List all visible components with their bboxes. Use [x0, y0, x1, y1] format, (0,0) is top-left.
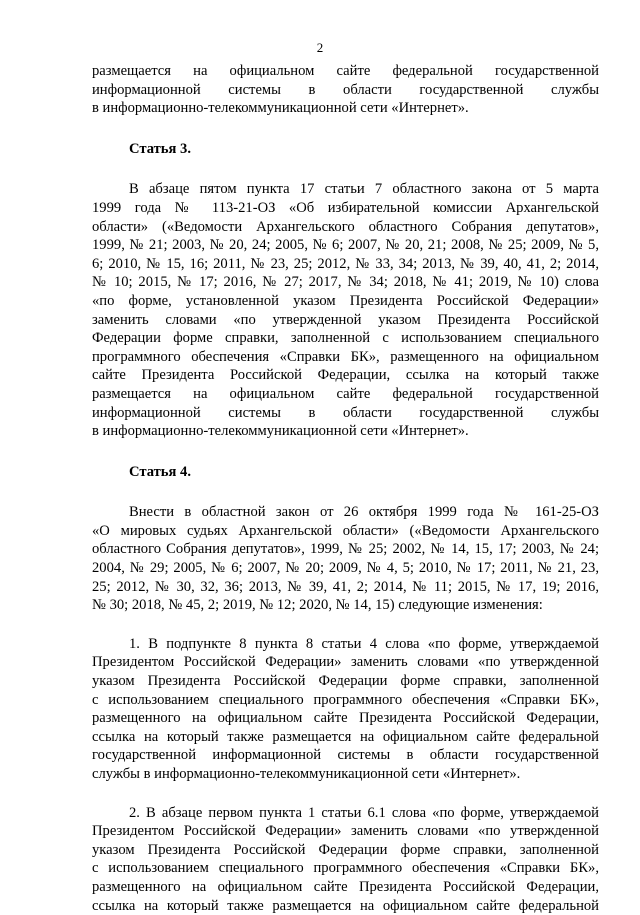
text-line: указом Президента Российской Федерации форме справки, заполненной [92, 673, 599, 690]
intro-paragraph [92, 62, 599, 118]
text-line: в информационно-телекоммуникационной сети «Интернет». [92, 423, 469, 440]
text-line: информационной системы в области государственной службы [92, 404, 599, 421]
article-4-heading: Статья 4. [129, 463, 191, 480]
text-line: размещается на официальном сайте федеральной государственной [92, 63, 599, 79]
article-3-paragraph [92, 180, 599, 440]
text-line: 1. В подпункте 8 пункта 8 статьи 4 слова «по форме, утверждаемой [129, 635, 599, 652]
text-line: указом Президента Российской Федерации форме справки, заполненной [92, 841, 599, 858]
text-line: областного Собрания депутатов», 1999, № 25; 2002, № 14, 15, 17; 2003, № 24; [92, 541, 599, 558]
article-4-intro-paragraph [92, 503, 599, 615]
text-line: с использованием специального программного обеспечения «Справки БК», [92, 691, 599, 708]
text-line: государственной информационной системы в области государственной [92, 747, 599, 764]
text-line: сайте Президента Российской Федерации, ссылка на который также [92, 367, 599, 384]
text-line: Президентом Российской Федерации» заменить словами «по утвержденной [92, 654, 599, 671]
article-4-item-1 [92, 635, 599, 784]
text-line: размещается на официальном сайте федеральной государственной [92, 385, 599, 402]
text-line: «по форме, установленной указом Президента Российской Федерации» [92, 292, 599, 309]
text-line: ссылка на который также размещается на официальном сайте федеральной [92, 728, 599, 745]
text-line: в информационно-телекоммуникационной сети «Интернет». [92, 100, 469, 117]
text-line: 2004, № 29; 2005, № 6; 2007, № 20; 2009, № 4, 5; 2010, № 17; 2011, № 21, 23, [92, 560, 599, 577]
text-line: 1999 года № 113-21-ОЗ «Об избирательной комиссии Архангельской [92, 199, 599, 216]
text-line: № 10; 2015, № 17; 2016, № 27; 2017, № 34; 2018, № 41; 2019, № 10) слова [92, 274, 599, 291]
text-line: заменить словами «по утвержденной указом Президента Российской [92, 311, 599, 328]
text-line: Президентом Российской Федерации» заменить словами «по утвержденной [92, 823, 599, 840]
page-number: 2 [316, 40, 324, 55]
article-4-item-2 [92, 804, 599, 915]
text-line: ссылка на который также размещается на официальном сайте федеральной [92, 897, 599, 914]
text-line: информационной системы в области государственной службы [92, 81, 599, 98]
text-line: с использованием специального программного обеспечения «Справки БК», [92, 860, 599, 877]
text-line: «О мировых судьях Архангельской области» («Ведомости Архангельского [92, 522, 599, 539]
article-3-heading: Статья 3. [129, 140, 191, 157]
text-line: 2. В абзаце первом пункта 1 статьи 6.1 слова «по форме, утверждаемой [129, 804, 599, 821]
text-line: службы в информационно-телекоммуникационной сети «Интернет». [92, 766, 521, 782]
document-body [92, 62, 599, 915]
text-line: 25; 2012, № 30, 32, 36; 2013, № 39, 41, 2; 2014, № 11; 2015, № 17, 19; 2016, [92, 578, 599, 595]
text-line: программного обеспечения «Справки БК», размещенного на официальном [92, 348, 599, 365]
text-line: № 30; 2018, № 45, 2; 2019, № 12; 2020, № 14, 15) следующие изменения: [92, 597, 543, 614]
text-line: области» («Ведомости Архангельского областного Собрания депутатов», [92, 218, 599, 235]
text-line: 6; 2010, № 15, 16; 2011, № 23, 25; 2012, № 33, 34; 2013, № 39, 40, 41, 2; 2014, [92, 255, 599, 272]
text-line: Федерации форме справки, заполненной с использованием специального [92, 330, 599, 347]
text-line: В абзаце пятом пункта 17 статьи 7 областного закона от 5 марта [129, 181, 599, 198]
text-line: размещенного на официальном сайте Президента Российской Федерации, [92, 710, 599, 727]
text-line: размещенного на официальном сайте Президента Российской Федерации, [92, 878, 599, 895]
text-line: 1999, № 21; 2003, № 20, 24; 2005, № 6; 2007, № 20, 21; 2008, № 25; 2009, № 5, [92, 237, 599, 254]
text-line: Внести в областной закон от 26 октября 1999 года № 161-25-ОЗ [129, 504, 599, 521]
